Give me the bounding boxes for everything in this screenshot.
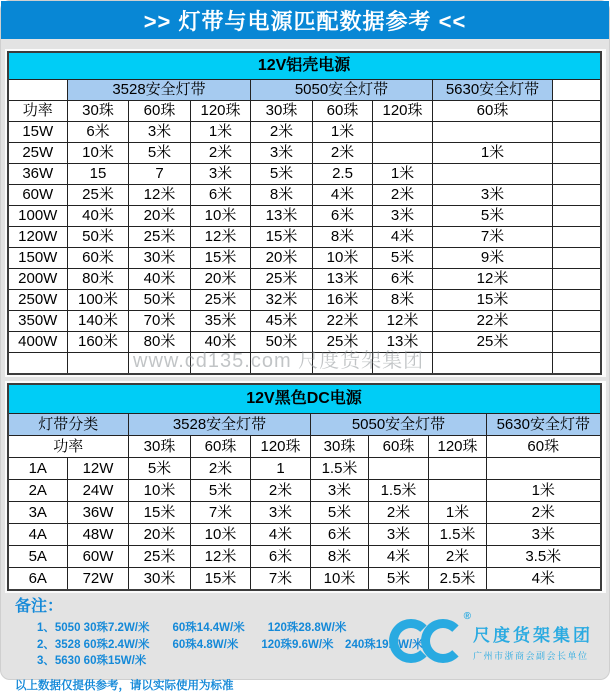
table-cell: 15米 (191, 248, 251, 269)
table-cell: 1.5米 (311, 458, 369, 480)
table-cell (68, 353, 129, 375)
table-cell: 25米 (129, 546, 191, 568)
table-cell: 7 (129, 164, 191, 185)
table-cell (313, 353, 373, 375)
table-cell: 8米 (313, 227, 373, 248)
watermark: www.cd135.com 尺度货架集团 (133, 350, 425, 372)
table-cell: 50米 (129, 290, 191, 311)
table-cell (373, 122, 433, 143)
table-cell: 1米 (313, 122, 373, 143)
table-cell: 35米 (191, 311, 251, 332)
table-cell: 20米 (129, 524, 191, 546)
table-cell: 3米 (311, 480, 369, 502)
table-cell (553, 269, 601, 290)
table-cell: 1米 (373, 164, 433, 185)
table-cell: 3米 (433, 185, 553, 206)
table-cell: 250W (8, 290, 68, 311)
table-cell: 150W (8, 248, 68, 269)
table-cell: 12米 (433, 269, 553, 290)
table-cell: 13米 (313, 269, 373, 290)
table-cell: 12V铝壳电源 (8, 52, 601, 80)
table-cell: 1A (8, 458, 68, 480)
table-cell: 3米 (129, 122, 191, 143)
page-title: >> 灯带与电源匹配数据参考 << (143, 8, 467, 34)
table-cell: 15W (8, 122, 68, 143)
table-cell: 1米 (191, 122, 251, 143)
table-cell (373, 143, 433, 164)
table-cell: 30珠 (68, 101, 129, 122)
logo-mark (389, 611, 471, 663)
table-cell: 32米 (251, 290, 313, 311)
table-cell: 4米 (251, 524, 311, 546)
table-cell: 12W (68, 458, 129, 480)
table-cell: 1.5米 (369, 480, 429, 502)
table-cell (251, 353, 313, 375)
table-cell: 22米 (313, 311, 373, 332)
table-cell (553, 290, 601, 311)
table-cell: 12米 (191, 227, 251, 248)
aluminum-power-table-frame (5, 49, 606, 377)
table-cell: 6A (8, 568, 68, 591)
notes-section (15, 593, 435, 693)
table-cell: 25米 (313, 332, 373, 353)
table-cell: 2米 (191, 458, 251, 480)
table-cell (433, 122, 553, 143)
table-cell (553, 164, 601, 185)
table-cell: 功率 (8, 101, 68, 122)
table-cell: 6米 (311, 524, 369, 546)
page-title-bar (1, 1, 609, 39)
table-cell: 5米 (433, 206, 553, 227)
table-cell: 100米 (68, 290, 129, 311)
table-cell (369, 458, 429, 480)
table-cell (429, 458, 487, 480)
table-cell: 2米 (429, 546, 487, 568)
table-cell: 6米 (313, 206, 373, 227)
table-cell: 5630安全灯带 (487, 414, 601, 436)
logo-company-subtitle: 广州市浙商会副会长单位 (473, 650, 589, 661)
table-cell: 200W (8, 269, 68, 290)
table-cell: 80米 (129, 332, 191, 353)
table-cell: 1.5米 (429, 524, 487, 546)
aluminum-power-table (7, 51, 602, 375)
table-cell: 25米 (433, 332, 553, 353)
logo-c-icon (421, 619, 465, 663)
table-cell: 5米 (373, 248, 433, 269)
table-cell: 60珠 (129, 101, 191, 122)
table-cell: 25米 (251, 269, 313, 290)
table-cell (553, 101, 601, 122)
note-line: 2、3528 60珠2.4W/米 60珠4.8W/米 120珠9.6W/米 240珠19.2W/米 (37, 638, 424, 651)
table-cell: 36W (8, 164, 68, 185)
table-cell: 60珠 (487, 436, 601, 458)
table-cell: 5050安全灯带 (251, 80, 433, 101)
table-cell: 30珠 (311, 436, 369, 458)
table-cell (553, 248, 601, 269)
table-cell: 灯带分类 (8, 414, 129, 436)
table-cell (553, 353, 601, 375)
table-cell: 功率 (8, 436, 129, 458)
table-cell: 48W (68, 524, 129, 546)
table-cell: 5米 (129, 143, 191, 164)
table-cell: 20米 (129, 206, 191, 227)
table-cell: 22米 (433, 311, 553, 332)
registered-trademark-icon: ® (463, 611, 471, 622)
dc-power-table-frame (5, 381, 606, 593)
table-cell: 16米 (313, 290, 373, 311)
table-cell: 1米 (487, 480, 601, 502)
table-cell: 8米 (251, 185, 313, 206)
table-cell: 5米 (129, 458, 191, 480)
table-cell: 10米 (129, 480, 191, 502)
table-cell (433, 353, 553, 375)
table-cell: 25米 (129, 227, 191, 248)
table-cell: 2米 (251, 480, 311, 502)
table-cell: 50米 (251, 332, 313, 353)
table-cell: 40米 (68, 206, 129, 227)
table-cell: 8米 (373, 290, 433, 311)
table-cell (8, 353, 68, 375)
table-cell (373, 353, 433, 375)
table-cell: 7米 (433, 227, 553, 248)
table-cell: 20米 (191, 269, 251, 290)
table-cell: 10米 (313, 248, 373, 269)
table-cell: 2米 (313, 143, 373, 164)
table-cell: 400W (8, 332, 68, 353)
table-cell: 15米 (433, 290, 553, 311)
notes-label: 备注： (15, 598, 64, 615)
table-cell: 3米 (251, 143, 313, 164)
table-cell: 100W (8, 206, 68, 227)
table-cell: 4米 (373, 227, 433, 248)
table-cell: 45米 (251, 311, 313, 332)
note-line: 1、5050 30珠7.2W/米 60珠14.4W/米 120珠28.8W/米 (37, 622, 347, 634)
table-cell: 140米 (68, 311, 129, 332)
table-cell: 8米 (311, 546, 369, 568)
table-cell: 120珠 (429, 436, 487, 458)
table-cell: 2米 (251, 122, 313, 143)
table-cell: 10米 (311, 568, 369, 591)
table-cell: 13米 (251, 206, 313, 227)
table-cell: 60珠 (191, 436, 251, 458)
table-cell (553, 227, 601, 248)
table-cell: 30米 (129, 568, 191, 591)
table-cell (553, 332, 601, 353)
table-cell: 5A (8, 546, 68, 568)
table-cell: 12米 (191, 546, 251, 568)
table-cell: 3米 (191, 164, 251, 185)
disclaimer-text: 以上数据仅提供参考，请以实际使用为标准 (15, 680, 234, 693)
table-cell: 1米 (429, 502, 487, 524)
table-cell: 4A (8, 524, 68, 546)
table-cell: 3米 (373, 206, 433, 227)
table-cell: 40米 (191, 332, 251, 353)
note-line: 3、5630 60珠15W/米 (37, 655, 147, 668)
table-cell: 4米 (369, 546, 429, 568)
table-cell: 160米 (68, 332, 129, 353)
table-cell: 70米 (129, 311, 191, 332)
table-cell: 1 (251, 458, 311, 480)
table-cell: 30珠 (251, 101, 313, 122)
table-cell: 60W (68, 546, 129, 568)
table-cell: 2.5 (313, 164, 373, 185)
table-cell: 10米 (191, 206, 251, 227)
table-cell: 2A (8, 480, 68, 502)
table-cell: 120珠 (251, 436, 311, 458)
table-cell (553, 80, 601, 101)
table-cell: 15米 (191, 568, 251, 591)
table-cell: 12V黑色DC电源 (8, 384, 601, 414)
table-cell: 5米 (251, 164, 313, 185)
table-cell (553, 122, 601, 143)
table-cell: 20米 (251, 248, 313, 269)
table-cell: 120W (8, 227, 68, 248)
table-cell: 3米 (251, 502, 311, 524)
table-cell: 2.5米 (429, 568, 487, 591)
table-cell: 25米 (191, 290, 251, 311)
table-cell: 9米 (433, 248, 553, 269)
table-cell: 50米 (68, 227, 129, 248)
table-cell: 80米 (68, 269, 129, 290)
table-cell: 5630安全灯带 (433, 80, 553, 101)
table-cell: 5米 (369, 568, 429, 591)
table-cell: 2米 (369, 502, 429, 524)
table-cell: 30珠 (129, 436, 191, 458)
table-cell (553, 143, 601, 164)
table-cell: 72W (68, 568, 129, 591)
table-cell: 3.5米 (487, 546, 601, 568)
table-cell: 120珠 (373, 101, 433, 122)
table-cell: 15 (68, 164, 129, 185)
logo-company-name: 尺度货架集团 (473, 625, 593, 645)
table-cell: 2米 (487, 502, 601, 524)
table-cell: 15米 (251, 227, 313, 248)
table-cell: 60W (8, 185, 68, 206)
table-cell: 4米 (313, 185, 373, 206)
table-cell: 13米 (373, 332, 433, 353)
table-cell: 25W (8, 143, 68, 164)
table-cell: 120珠 (191, 101, 251, 122)
table-cell: 3A (8, 502, 68, 524)
table-cell: 10米 (68, 143, 129, 164)
table-cell: 10米 (191, 524, 251, 546)
table-cell: 25米 (68, 185, 129, 206)
table-cell: 3528安全灯带 (129, 414, 311, 436)
table-cell (553, 185, 601, 206)
table-cell (191, 353, 251, 375)
table-cell (8, 80, 68, 101)
table-cell: 30米 (129, 248, 191, 269)
table-cell: 60珠 (369, 436, 429, 458)
table-cell: 5050安全灯带 (311, 414, 487, 436)
table-cell: 3米 (369, 524, 429, 546)
notes-lines (15, 620, 435, 670)
table-cell (429, 480, 487, 502)
table-cell (433, 164, 553, 185)
table-cell: 60珠 (433, 101, 553, 122)
table-cell: 350W (8, 311, 68, 332)
table-cell: 7米 (251, 568, 311, 591)
table-cell: 6米 (68, 122, 129, 143)
table-cell: 60珠 (313, 101, 373, 122)
table-cell: 6米 (191, 185, 251, 206)
table-cell (553, 311, 601, 332)
table-cell: 40米 (129, 269, 191, 290)
table-cell: 60米 (68, 248, 129, 269)
table-cell: 2米 (373, 185, 433, 206)
table-cell: 5米 (191, 480, 251, 502)
table-cell: 5米 (311, 502, 369, 524)
table-cell: 6米 (251, 546, 311, 568)
table-cell: 3米 (487, 524, 601, 546)
table-cell: 12米 (129, 185, 191, 206)
dc-power-table (7, 383, 602, 591)
table-cell: 36W (68, 502, 129, 524)
table-cell (553, 206, 601, 227)
table-cell (129, 353, 191, 375)
table-cell: 1米 (433, 143, 553, 164)
table-cell: 3528安全灯带 (68, 80, 251, 101)
table-cell: 4米 (487, 568, 601, 591)
table-cell: 2米 (191, 143, 251, 164)
table-cell (487, 458, 601, 480)
table-cell: 24W (68, 480, 129, 502)
table-cell: 12米 (373, 311, 433, 332)
company-logo (389, 611, 593, 663)
table-cell: 15米 (129, 502, 191, 524)
table-cell: 7米 (191, 502, 251, 524)
table-cell: 6米 (373, 269, 433, 290)
